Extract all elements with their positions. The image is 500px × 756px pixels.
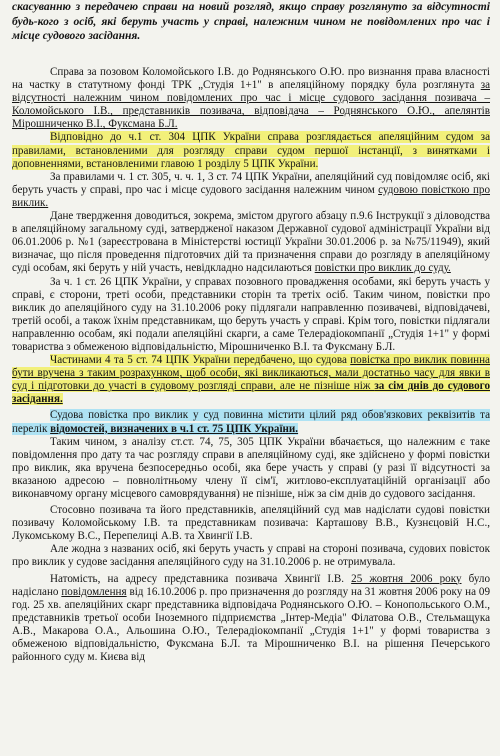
paragraph-content bbox=[12, 409, 490, 434]
body-paragraph bbox=[12, 276, 490, 355]
body-paragraph bbox=[12, 131, 490, 170]
paragraph-text: Відповідно до ч.1 ст. 304 ЦПК України справа розглядається апеляційним судом за правилами, встановленими для розгляду справи судом першої інстанції, з винятками і доповненнями, встановленими главою 1 розділу 5 ЦПК України. bbox=[12, 131, 490, 170]
emphasized-text: судовою повісткою про виклик. bbox=[12, 183, 490, 209]
body-paragraph bbox=[12, 436, 490, 501]
paragraph-content bbox=[12, 504, 490, 542]
paragraph-text: Натомість, на адресу представника позивача Хвингії І.В. bbox=[50, 572, 352, 585]
body-paragraph bbox=[12, 573, 490, 665]
emphasized-text: за відсутності належним чином повідомлених про час і місце судового засідання позивача – Коломойського І.В., представників позивача, відповідача – Роднянського О.Ю., апелянтів Мірошниченко В.І., Фуксмана Б.Л. bbox=[12, 79, 490, 131]
body-paragraph bbox=[12, 543, 490, 569]
paragraph-content bbox=[12, 573, 490, 664]
paragraph-content bbox=[12, 543, 490, 568]
paragraph-content bbox=[12, 436, 490, 500]
header-paragraph: скасуванню з передачею справи на новий розгляд, якщо справу розглянуто за відсутності будь-кого з осіб, які беруть участь у справі, належним чином не повідомлених про час і місце судового засідання. bbox=[12, 0, 490, 42]
paragraph-text: Але жодна з названих осіб, які беруть участь у справі на стороні позивача, судових повісток про виклик у судове засідання апеляційного суду на 31.10.2006 р. не отримувала. bbox=[12, 543, 490, 569]
paragraph-text: від 16.10.2006 р. про призначення до розгляду на 31 жовтня 2006 року на 09 год. 25 хв. апеляційних скарг представника відповідача Роднянського О.Ю. – Конопольського О.М., представників третьої особи Іноземного підприємства „Інтер-Медіа" Філатова О.В., Стельмащука А.В., Макарова О.А., Альошина О.Ю., Телерадіокомпанії „Студія 1+1" у формі товариства з обмеженою відповідальністю, Фуксмана Б.Л. та Мірошниченко В.І. на рішення Печерського районного суду м. Києва від bbox=[12, 585, 490, 664]
paragraph-content bbox=[12, 354, 490, 405]
emphasized-text: повідомлення bbox=[61, 585, 127, 598]
paragraph-content bbox=[12, 171, 490, 209]
body-paragraph bbox=[12, 66, 490, 131]
paragraph-content bbox=[12, 276, 490, 353]
document-body bbox=[12, 66, 490, 664]
paragraph-text: За правилами ч. 1 ст. 305, ч. ч. 1, 3 ст. 74 ЦПК України, апеляційний суд повідомляє осіб, які беруть участь у справі, про час і місце судового засідання належним чином bbox=[12, 170, 490, 196]
emphasized-text: 25 жовтня 2006 року bbox=[351, 572, 462, 585]
emphasized-text: відомостей, визначених в ч.1 ст. 75 ЦПК України. bbox=[50, 422, 299, 435]
paragraph-text: Судова повістка про виклик у суд повинна містити цілий ряд обов'язкових реквізитів та перелік bbox=[12, 409, 490, 435]
body-paragraph bbox=[12, 354, 490, 406]
emphasized-text: повістка про виклик повинна бути вручена з таким розрахунком, щоб особи, які викликаються, мали достатньо часу для явки в суд і підготовки до участі в судовому розгляді справи, але не пізніше ніж bbox=[12, 354, 490, 393]
paragraph-text: було надіслано bbox=[12, 572, 490, 598]
emphasized-text: повістки про виклик до суду. bbox=[314, 262, 451, 275]
paragraph-text: Частинами 4 та 5 ст. 74 ЦПК України передбачено, що судова bbox=[50, 354, 351, 367]
emphasized-text: за сім днів до судового засідання. bbox=[12, 380, 490, 406]
paragraph-content bbox=[12, 210, 490, 274]
body-paragraph bbox=[12, 504, 490, 543]
paragraph-text: Справа за позовом Коломойського І.В. до Роднянського О.Ю. про визнання права власності на частку в статутному фонді ТРК „Студія 1+1" в апеляційному порядку була розглянута bbox=[12, 66, 490, 92]
paragraph-text: Таким чином, з аналізу ст.ст. 74, 75, 305 ЦПК України вбачається, що належним є таке повідомлення про дату та час розгляду справи в апеляційному суді, яке здійснено у формі повістки про виклик, яка вручена безпосередньо особі, яка бере участь у справі (у разі її відсутності за вказаною адресою – повнолітньому члену її сім'ї, житлово-експлуатаційній організації або виконавчому органу місцевого самоврядування) не пізніше, ніж за сім днів до судового засідання. bbox=[12, 435, 490, 500]
body-paragraph bbox=[12, 171, 490, 210]
body-paragraph bbox=[12, 210, 490, 275]
paragraph-content bbox=[12, 66, 490, 130]
paragraph-text: Дане твердження доводиться, зокрема, змістом другого абзацу п.9.6 Інструкції з діловодства в апеляційному загальному суді, затвердженої наказом Державної судової адміністрації України від 06.01.2006 р. №1 (зареєстрована в Міністерстві юстиції України 30.01.2006 р. за №75/11949), який визначає, що після проведення підготовчих дій та призначення справи до розгляду в апеляційному суді особам, які беруть у ній участь, невідкладно надсилаються bbox=[12, 210, 490, 275]
body-paragraph bbox=[12, 409, 490, 435]
paragraph-content bbox=[12, 131, 490, 169]
paragraph-text: За ч. 1 ст. 26 ЦПК України, у справах позовного провадження особами, які беруть участь у справі, є сторони, треті особи, представники сторін та третіх осіб. Таким чином, повістки про виклик до апеляційного суду на 31.10.2006 року підлягали направленню позивачеві, відповідачеві, третій особі, а також їхнім представникам, що беруть участь у справі. Крім того, повістки підлягали направленню особам, які подали апеляційні скарги, а саме Телерадіокомпанії „Студія 1+1" у формі товариства з обмеженою відповідальністю, Мірошниченко В.І. та Фуксману Б.Л. bbox=[12, 275, 490, 353]
paragraph-text: Стосовно позивача та його представників, апеляційний суд мав надіслати судові повістки позивачу Коломойському І.В. та представникам позивача: Карташову В.В., Кузнєцовій Н.С., Лукомському В.С., Перепелиці А.В. та Хвингії І.В. bbox=[12, 504, 490, 543]
